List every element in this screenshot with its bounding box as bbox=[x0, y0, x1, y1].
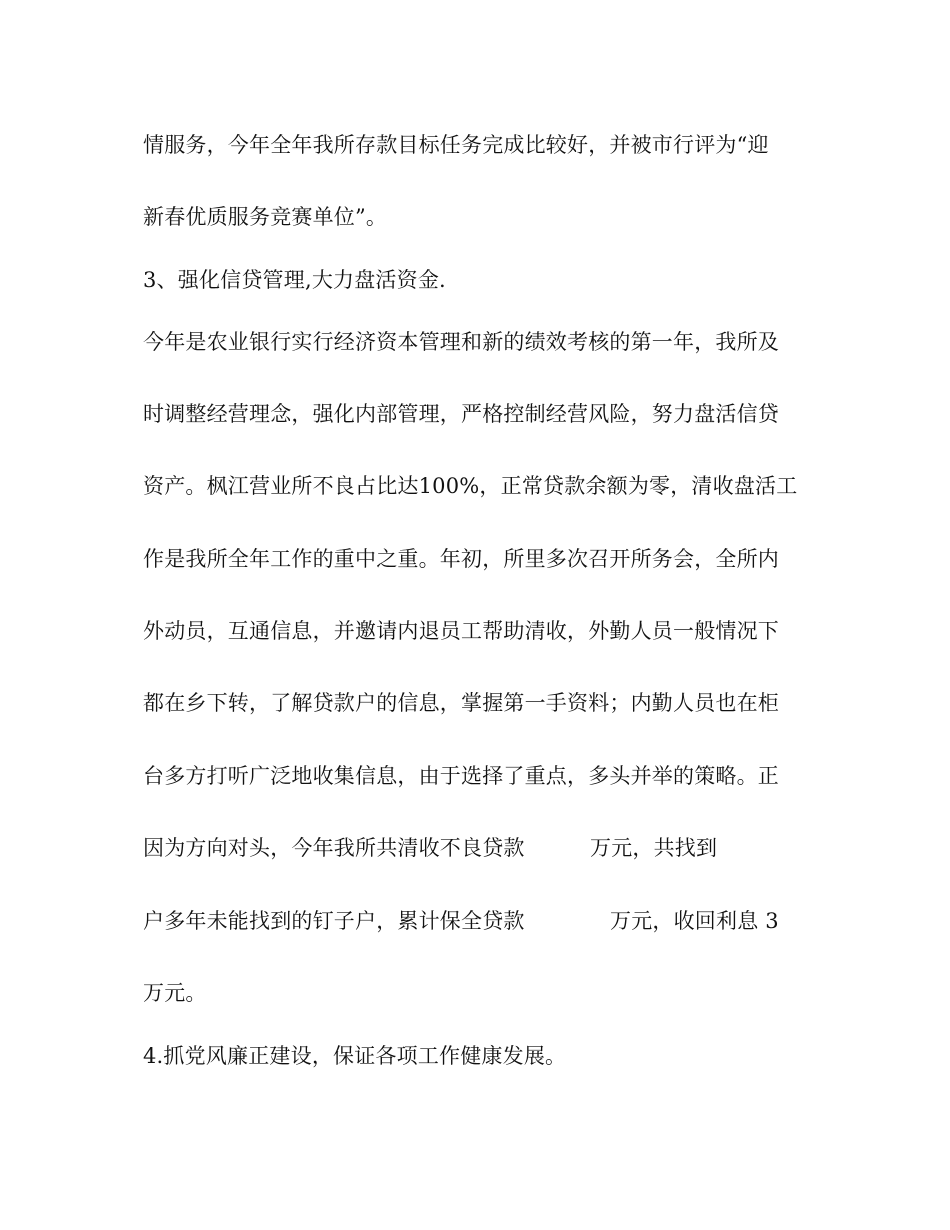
paragraph-line: 外动员，互通信息，并邀请内退员工帮助清收，外勤人员一般情况下 bbox=[143, 619, 779, 643]
line-segment: 户多年未能找到的钉子户，累计保全贷款 bbox=[143, 909, 525, 933]
paragraph-line: 情服务，今年全年我所存款目标任务完成比较好，并被市行评为“迎 bbox=[143, 133, 769, 157]
paragraph-line: 资产。枫江营业所不良占比达100%，正常贷款余额为零，清收盘活工 bbox=[143, 474, 798, 498]
paragraph-line: 台多方打听广泛地收集信息，由于选择了重点，多头并举的策略。正 bbox=[143, 764, 779, 788]
paragraph-line: 都在乡下转，了解贷款户的信息，掌握第一手资料；内勤人员也在柜 bbox=[143, 691, 779, 715]
paragraph-line-with-blank bbox=[143, 834, 843, 862]
paragraph-line: 作是我所全年工作的重中之重。年初，所里多次召开所务会，全所内 bbox=[143, 547, 779, 571]
paragraph-line-with-blank bbox=[143, 907, 843, 935]
paragraph-line: 万元。 bbox=[143, 981, 207, 1005]
line-segment: 万元，收回利息 3 bbox=[610, 909, 779, 933]
line-segment: 万元，共找到 bbox=[590, 836, 718, 860]
section-heading: 3、强化信贷管理,大力盘活资金. bbox=[143, 268, 446, 292]
paragraph-line: 时调整经营理念，强化内部管理，严格控制经营风险，努力盘活信贷 bbox=[143, 402, 779, 426]
paragraph-line: 今年是农业银行实行经济资本管理和新的绩效考核的第一年，我所及 bbox=[143, 330, 779, 354]
section-heading: 4.抓党风廉正建设，保证各项工作健康发展。 bbox=[143, 1044, 567, 1068]
paragraph-line: 新春优质服务竞赛单位”。 bbox=[143, 205, 388, 229]
line-segment: 因为方向对头，今年我所共清收不良贷款 bbox=[143, 836, 525, 860]
